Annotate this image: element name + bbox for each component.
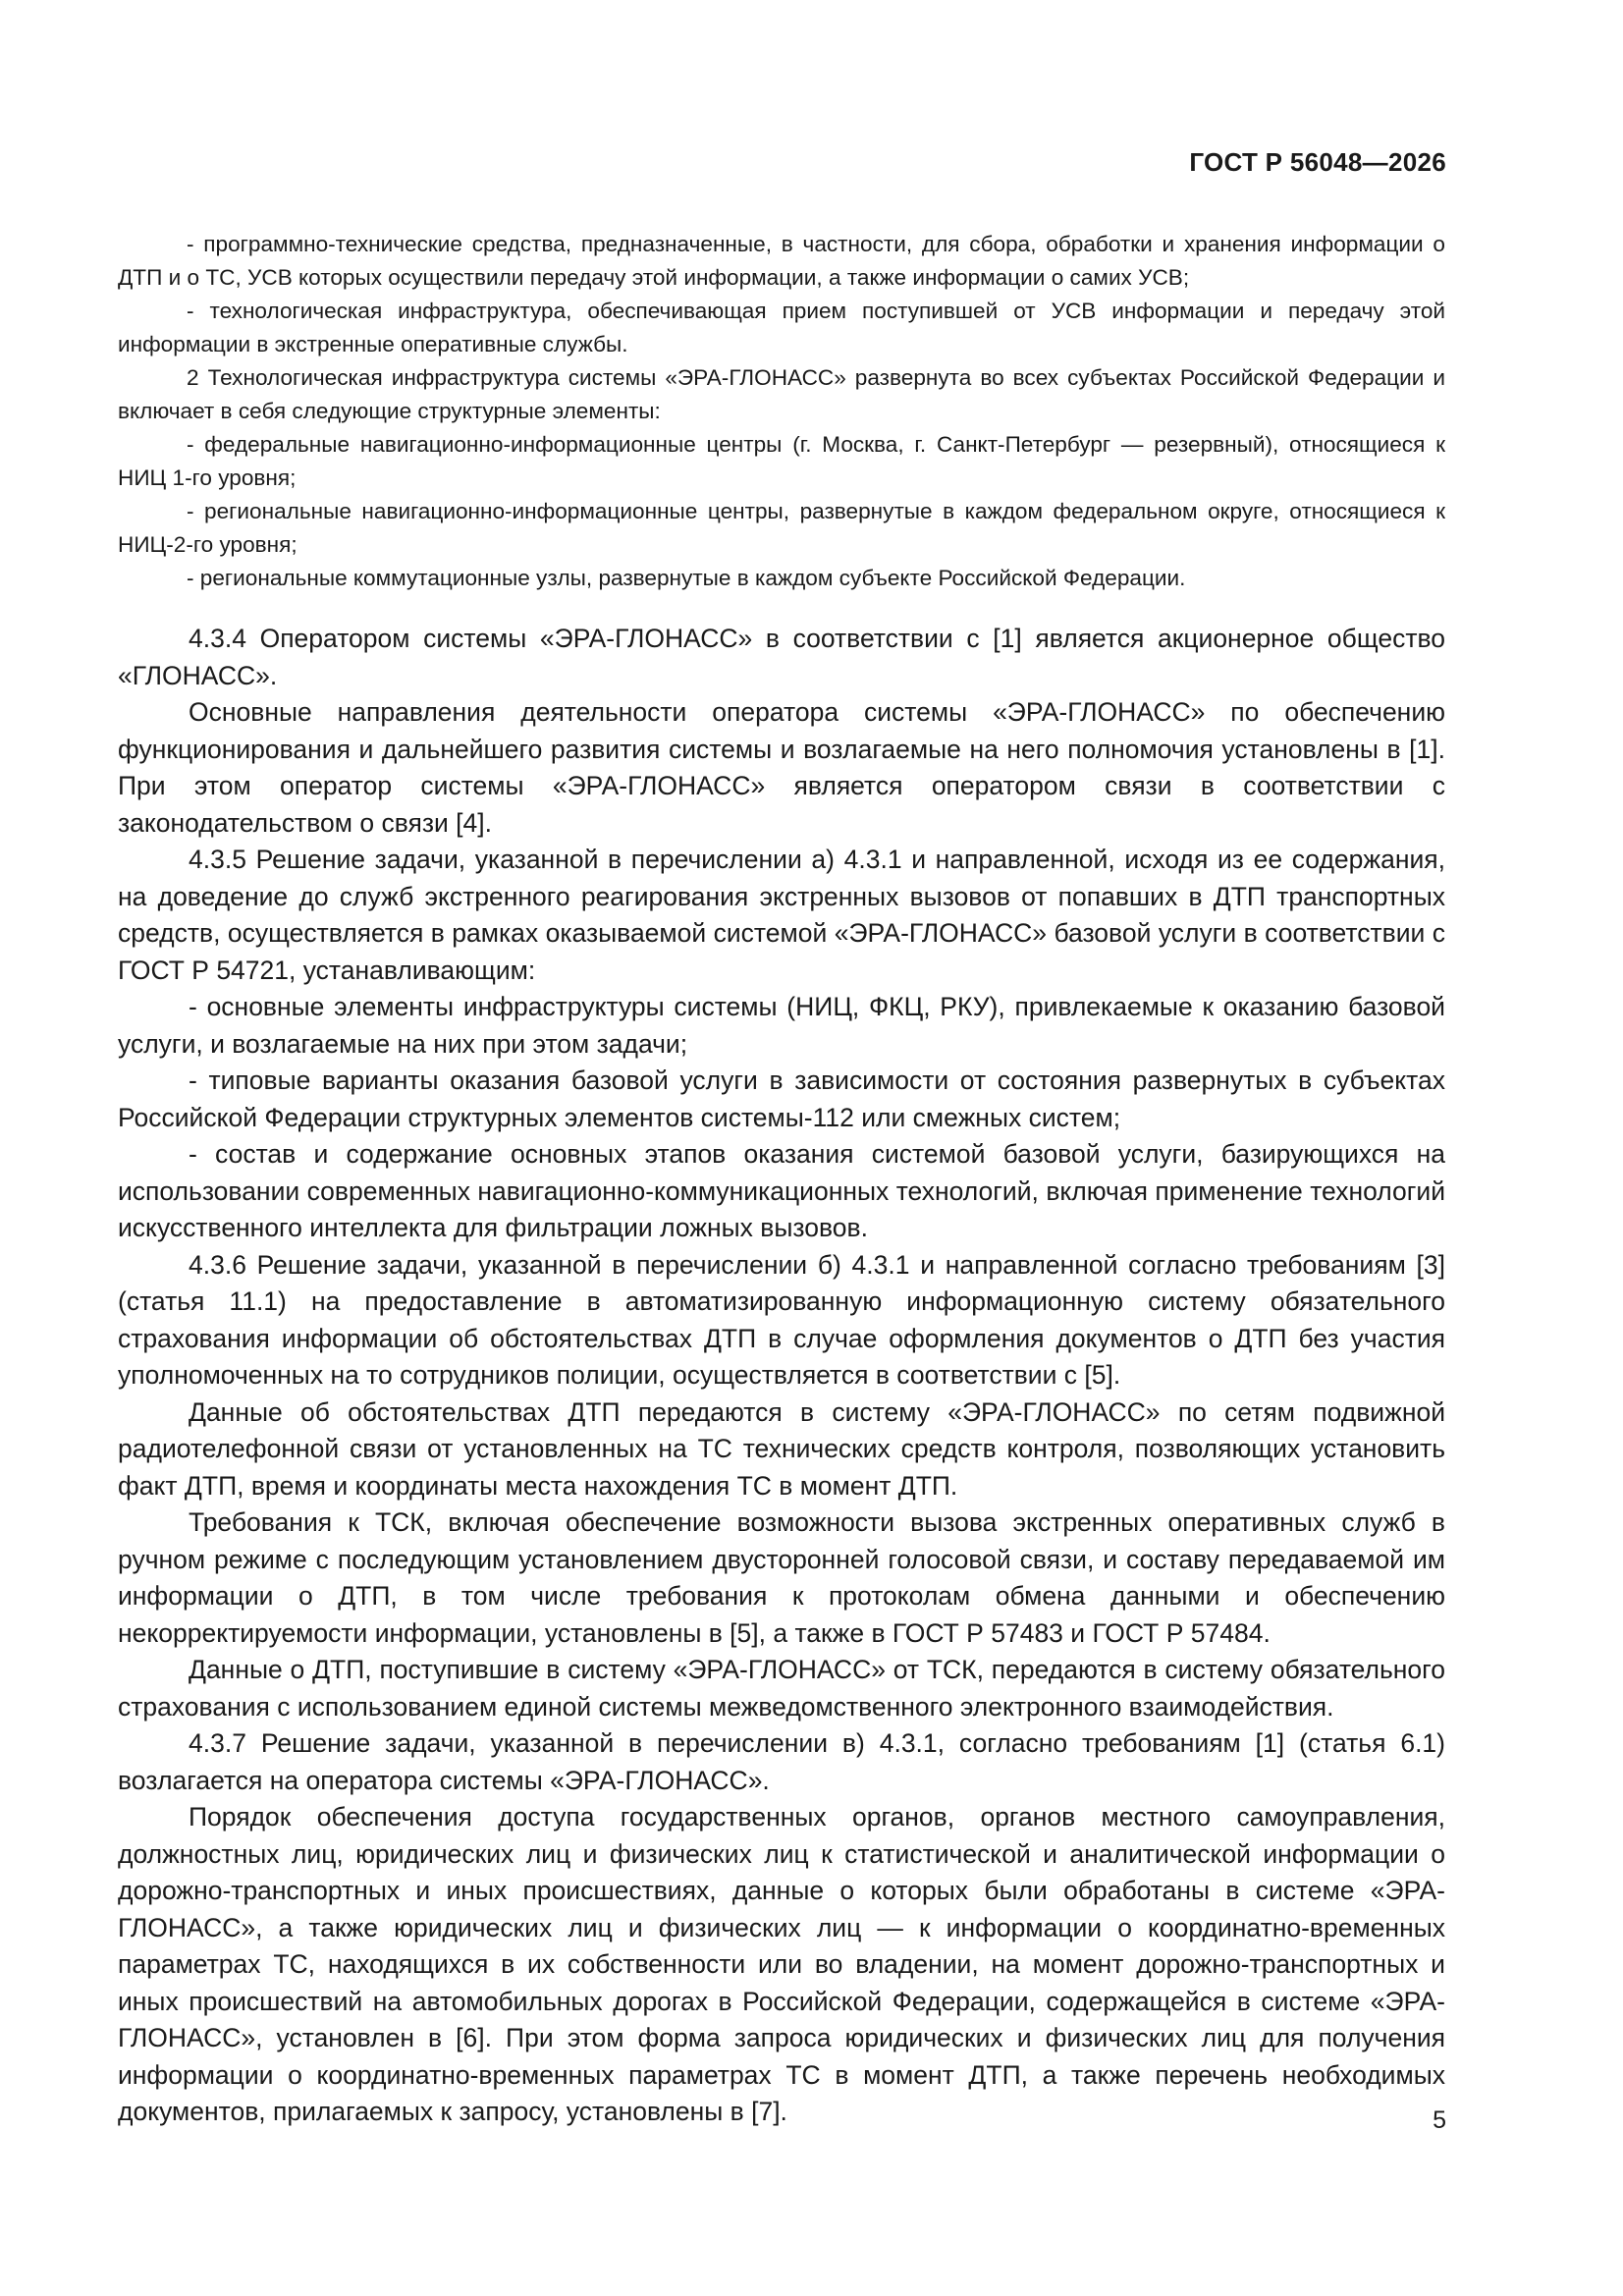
note-paragraph: 2 Технологическая инфраструктура системы «ЭРА-ГЛОНАСС» развернута во всех субъектах Российской Федерации и включает в себя следующие структурные элементы: <box>118 365 1445 423</box>
note-paragraph: - федеральные навигационно-информационные центры (г. Москва, г. Санкт-Петербург — резервный), относящиеся к НИЦ 1-го уровня; <box>118 432 1445 490</box>
section-4-3-4-paragraph: 4.3.4 Оператором системы «ЭРА-ГЛОНАСС» в соответствии с [1] является акционерное общество «ГЛОНАСС». <box>118 624 1445 690</box>
note-paragraph: - технологическая инфраструктура, обеспечивающая прием поступившей от УСВ информации и передачу этой информации в экстренные оперативные службы. <box>118 299 1445 356</box>
body-paragraph: Порядок обеспечения доступа государственных органов, органов местного самоуправления, должностных лиц, юридических лиц и физических лиц к статистической и аналитической информации о дорожно-транспортных и иных происшествиях, данные о которых были обработаны в системе «ЭРА-ГЛОНАСС», а также юридических лиц и физических лиц — к информации о координатно-временных параметрах ТС, находящихся в их собственности или во владении, на момент дорожно-транспортных и иных происшествий на автомобильных дорогах в Российской Федерации, содержащейся в системе «ЭРА-ГЛОНАСС», установлен в [6]. При этом форма запроса юридических и физических лиц для получения информации о координатно-временных параметрах ТС в момент ДТП, а также перечень необходимых документов, прилагаемых к запросу, установлены в [7]. <box>118 1802 1445 2126</box>
page-body <box>118 228 1445 2131</box>
body-paragraph: Данные об обстоятельствах ДТП передаются в систему «ЭРА-ГЛОНАСС» по сетям подвижной радиотелефонной связи от установленных на ТС технических средств контроля, позволяющих установить факт ДТП, время и координаты места нахождения ТС в момент ДТП. <box>118 1396 1445 1501</box>
note-paragraph: - региональные коммутационные узлы, развернутые в каждом субъекте Российской Федерации. <box>187 566 1186 590</box>
note-paragraph: - программно-технические средства, предназначенные, в частности, для сбора, обработки и хранения информации о ДТП и о ТС, УСВ которых осуществили передачу этой информации, а также информации о самих УСВ; <box>118 232 1445 290</box>
list-item: - типовые варианты оказания базовой услуги в зависимости от состояния развернутых в субъектах Российской Федерации структурных элементов системы-112 или смежных систем; <box>118 1066 1445 1132</box>
section-4-3-6-paragraph: 4.3.6 Решение задачи, указанной в перечислении б) 4.3.1 и направленной согласно требованиям [3] (статья 11.1) на предоставление в автоматизированную информационную систему обязательного страхования информации об обстоятельствах ДТП в случае оформления документов о ДТП без участия уполномоченных на то сотрудников полиции, осуществляется в соответствии с [5]. <box>118 1249 1445 1390</box>
body-paragraph: Данные о ДТП, поступившие в систему «ЭРА-ГЛОНАСС» от ТСК, передаются в систему обязательного страхования с использованием единой системы межведомственного электронного взаимодействия. <box>118 1655 1445 1722</box>
main-text-block <box>118 621 1445 2131</box>
list-item: - состав и содержание основных этапов оказания системой базовой услуги, базирующихся на использовании современных навигационно-коммуникационных технологий, включая применение технологий искусственного интеллекта для фильтрации ложных вызовов. <box>118 1139 1445 1242</box>
section-4-3-7-paragraph: 4.3.7 Решение задачи, указанной в перечислении в) 4.3.1, согласно требованиям [1] (статья 6.1) возлагается на оператора системы «ЭРА-ГЛОНАСС». <box>118 1728 1445 1795</box>
note-block <box>118 228 1445 595</box>
list-item: - основные элементы инфраструктуры системы (НИЦ, ФКЦ, РКУ), привлекаемые к оказанию базовой услуги, и возлагаемые на них при этом задачи; <box>118 992 1445 1059</box>
body-paragraph: Требования к ТСК, включая обеспечение возможности вызова экстренных оперативных служб в ручном режиме с последующим установлением двусторонней голосовой связи, и составу передаваемой им информации о ДТП, в том числе требования к протоколам обмена данными и обеспечению некорректируемости информации, установлены в [5], а также в ГОСТ Р 57483 и ГОСТ Р 57484. <box>118 1507 1445 1648</box>
note-paragraph: - региональные навигационно-информационные центры, развернутые в каждом федеральном округе, относящиеся к НИЦ-2-го уровня; <box>118 499 1445 557</box>
document-code-header: ГОСТ Р 56048—2026 <box>1189 147 1446 177</box>
body-paragraph: Основные направления деятельности оператора системы «ЭРА-ГЛОНАСС» по обеспечению функционирования и дальнейшего развития системы и возлагаемые на него полномочия установлены в [1]. При этом оператор системы «ЭРА-ГЛОНАСС» является оператором связи в соответствии с законодательством о связи [4]. <box>118 697 1445 838</box>
page-number: 5 <box>1433 2106 1446 2134</box>
section-4-3-5-paragraph: 4.3.5 Решение задачи, указанной в перечислении а) 4.3.1 и направленной, исходя из ее содержания, на доведение до служб экстренного реагирования экстренных вызовов от попавших в ДТП транспортных средств, осуществляется в рамках оказываемой системой «ЭРА-ГЛОНАСС» базовой услуги в соответствии с ГОСТ Р 54721, устанавливающим: <box>118 845 1445 985</box>
